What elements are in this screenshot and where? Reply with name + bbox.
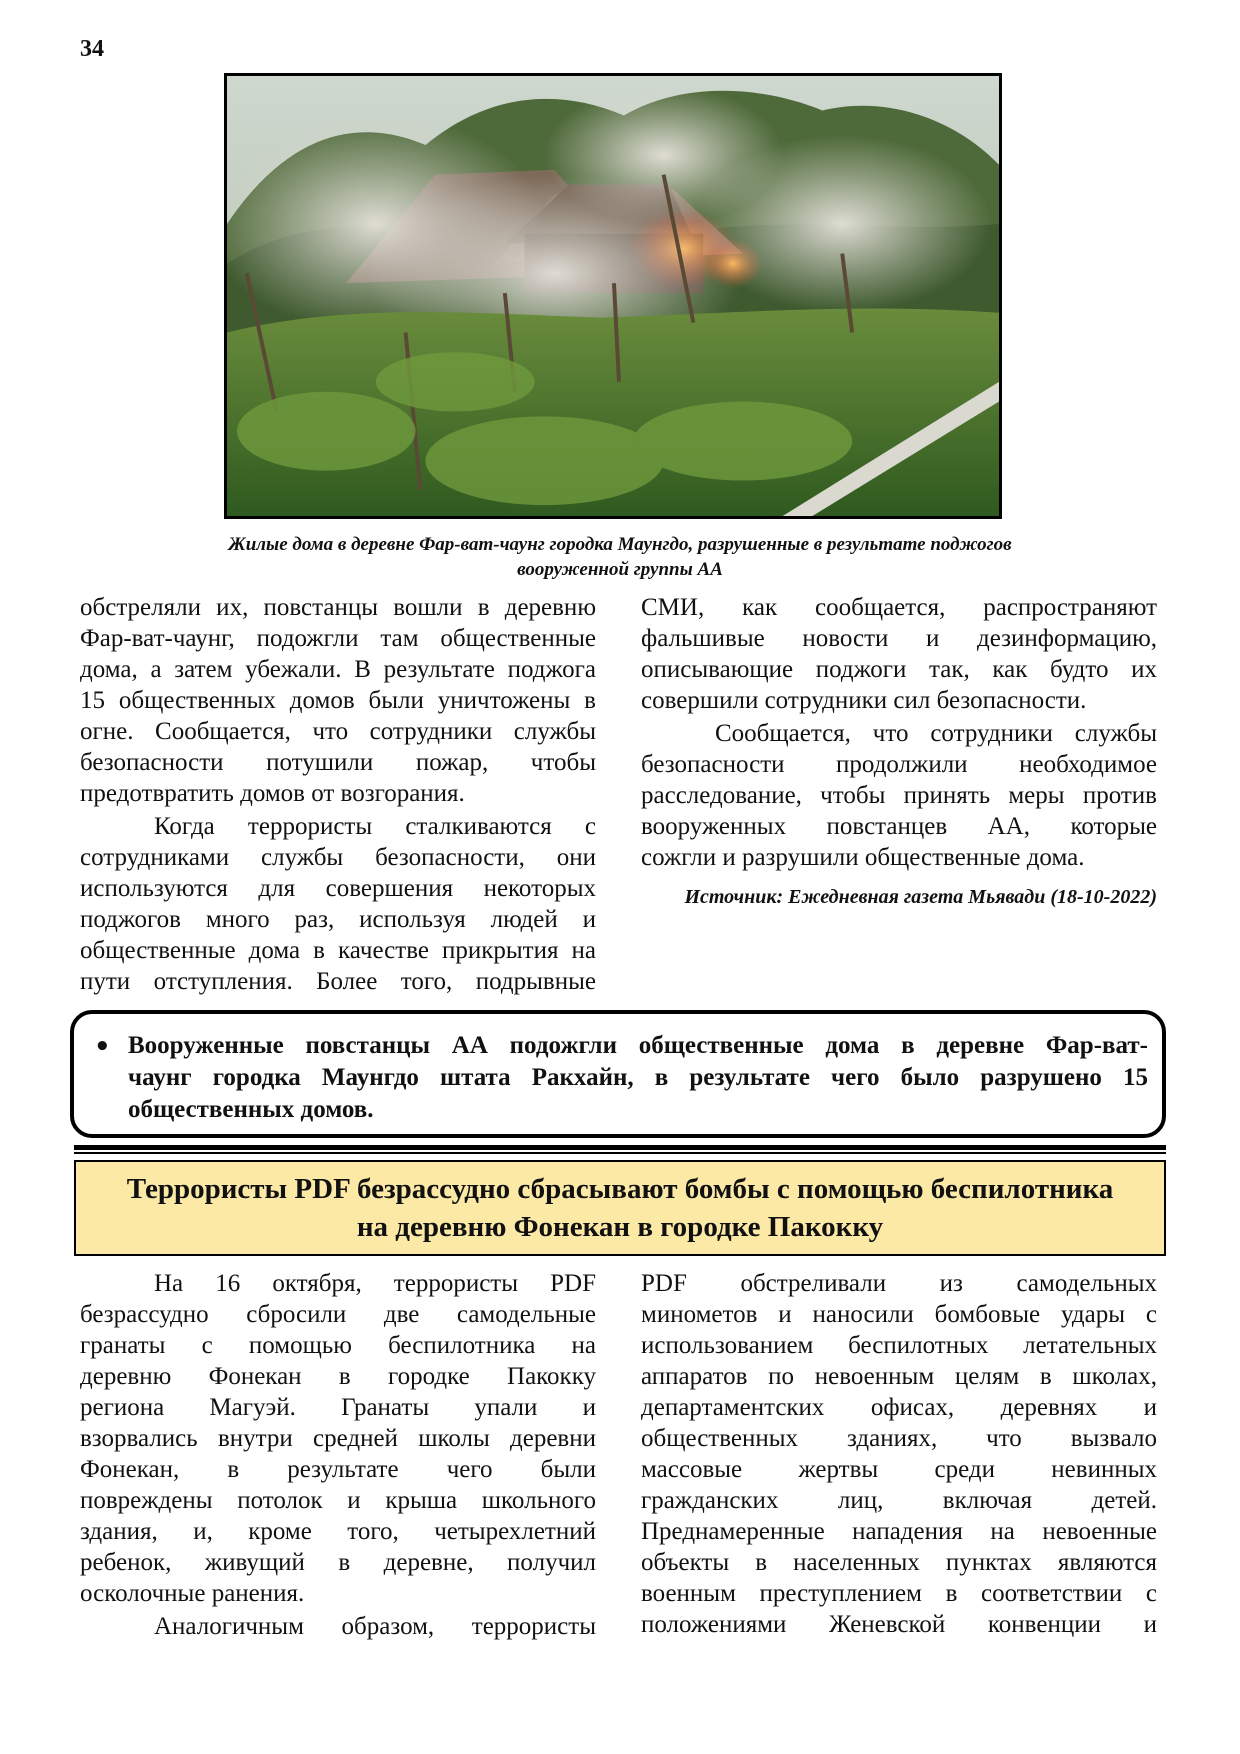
article1-column-right <box>641 592 1157 911</box>
text-line: поджогов много раз, используя людей и <box>80 906 596 933</box>
page-number: 34 <box>80 36 104 62</box>
photo-caption-line-2: вооруженной группы АА <box>517 559 723 580</box>
article2-column-right <box>641 1268 1157 1640</box>
article1-source: Источник: Ежедневная газета Мьявади (18-10-2022) <box>684 886 1157 908</box>
article2-headline <box>74 1160 1166 1256</box>
photo-illustration <box>227 76 999 516</box>
text-line: департаментских офисах, деревнях и <box>641 1394 1157 1421</box>
text-line: общественные дома в качестве прикрытия на <box>80 937 596 964</box>
text-line: используются для совершения некоторых <box>80 875 596 902</box>
text-line: безопасности потушили пожар, чтобы <box>80 749 596 776</box>
text-line: обстреляли их, повстанцы вошли в деревню <box>80 594 596 621</box>
text-line: повреждены потолок и крыша школьного <box>80 1487 596 1514</box>
text-line: использованием беспилотных летательных <box>641 1332 1157 1359</box>
text-line: описывающие поджоги так, как будто их <box>641 656 1157 683</box>
text-line: совершили сотрудники сил безопасности. <box>641 687 1087 714</box>
news-photo-burning-houses <box>224 73 1002 519</box>
text-line: деревню Фонекан в городке Пакокку <box>80 1363 596 1390</box>
section-divider-thin <box>74 1152 1166 1154</box>
article1-column-left <box>80 592 596 997</box>
text-line: гранаты с помощью беспилотника на <box>80 1332 596 1359</box>
text-line: объекты в населенных пунктах являются <box>641 1549 1157 1576</box>
text-line: здания, и, кроме того, четырехлетний <box>80 1518 596 1545</box>
headline-line-2: на деревню Фонекан в городке Пакокку <box>356 1211 884 1243</box>
highlight-line: Вооруженные повстанцы АА подожгли общественные дома в деревне Фар-ват- <box>128 1032 1148 1059</box>
text-line: расследование, чтобы принять меры против <box>641 782 1157 809</box>
text-line: сожгли и разрушили общественные дома. <box>641 844 1085 871</box>
text-line: На 16 октября, террористы PDF <box>154 1270 596 1297</box>
photo-caption-line-1: Жилые дома в деревне Фар-ват-чаунг городка Маунгдо, разрушенные в результате поджогов <box>228 534 1012 555</box>
text-line: дома, а затем убежали. В результате поджога <box>80 656 596 683</box>
text-line: огне. Сообщается, что сотрудники службы <box>80 718 596 745</box>
text-line: ребенок, живущий в деревне, получил <box>80 1549 596 1576</box>
text-line: СМИ, как сообщается, распространяют <box>641 594 1157 621</box>
text-line: положениями Женевской конвенции и <box>641 1611 1157 1638</box>
highlight-line: общественных домов. <box>128 1096 374 1123</box>
section-divider <box>74 1145 1166 1150</box>
highlight-line: чаунг городка Маунгдо штата Ракхайн, в результате чего было разрушено 15 <box>128 1064 1148 1091</box>
text-line: Сообщается, что сотрудники службы <box>715 720 1157 747</box>
text-line: Фар-ват-чаунг, подожгли там общественные <box>80 625 596 652</box>
headline-line-1: Террористы PDF безрассудно сбрасывают бомбы с помощью беспилотника <box>126 1173 1114 1205</box>
text-line: пути отступления. Более того, подрывные <box>80 968 596 995</box>
text-line: сотрудниками службы безопасности, они <box>80 844 596 871</box>
text-line: общественных зданиях, что вызвало <box>641 1425 1157 1452</box>
text-line: 15 общественных домов были уничтожены в <box>80 687 596 714</box>
text-line: региона Магуэй. Гранаты упали и <box>80 1394 596 1421</box>
text-line: аппаратов по невоенным целям в школах, <box>641 1363 1157 1390</box>
text-line: военным преступлением в соответствии с <box>641 1580 1157 1607</box>
text-line: Преднамеренные нападения на невоенные <box>641 1518 1157 1545</box>
text-line: массовые жертвы среди невинных <box>641 1456 1157 1483</box>
bullet-icon: • <box>94 1032 111 1062</box>
text-line: осколочные ранения. <box>80 1580 305 1607</box>
text-line: Фонекан, в результате чего были <box>80 1456 596 1483</box>
article2-column-left <box>80 1268 596 1642</box>
text-line: гражданских лиц, включая детей. <box>641 1487 1157 1514</box>
text-line: взорвались внутри средней школы деревни <box>80 1425 596 1452</box>
text-line: Аналогичным образом, террористы <box>154 1613 596 1640</box>
text-line: минометов и наносили бомбовые удары с <box>641 1301 1157 1328</box>
summary-highlight-box <box>70 1010 1166 1138</box>
text-line: фальшивые новости и дезинформацию, <box>641 625 1157 652</box>
text-line: вооруженных повстанцев АА, которые <box>641 813 1157 840</box>
text-line: безрассудно сбросили две самодельные <box>80 1301 596 1328</box>
text-line: PDF обстреливали из самодельных <box>641 1270 1157 1297</box>
text-line: предотвратить домов от возгорания. <box>80 780 465 807</box>
text-line: Когда террористы сталкиваются с <box>154 813 596 840</box>
text-line: безопасности продолжили необходимое <box>641 751 1157 778</box>
